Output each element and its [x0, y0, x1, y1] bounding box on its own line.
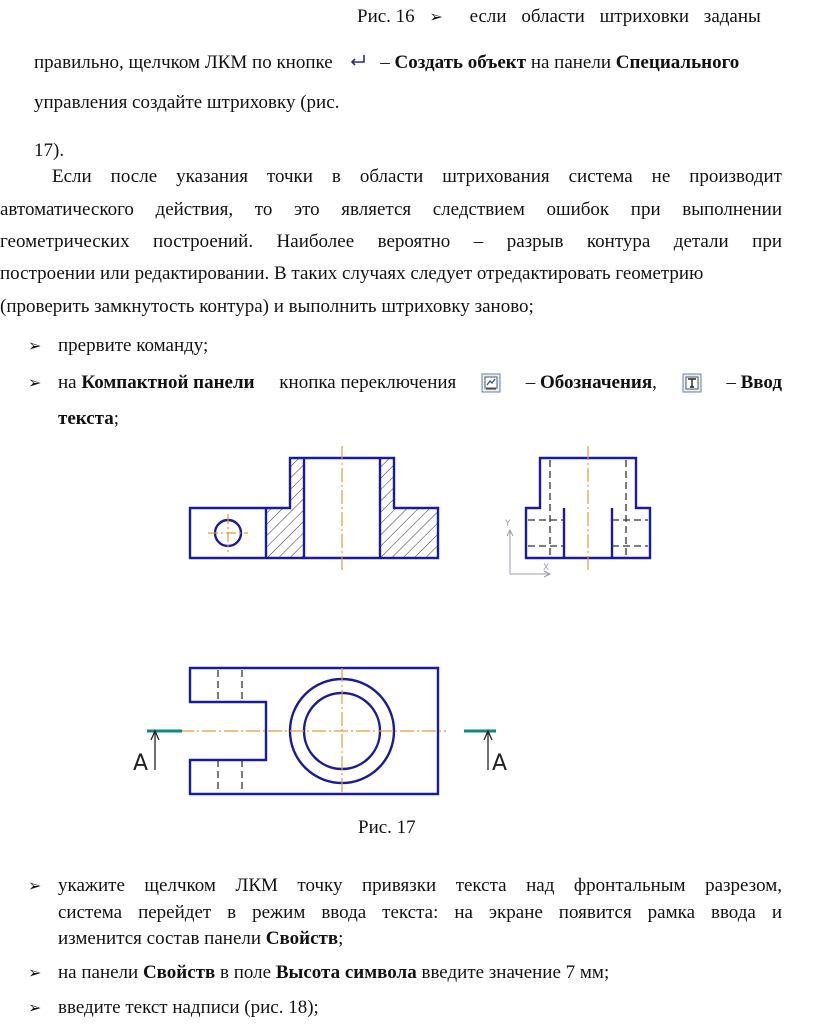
enter-key-icon[interactable] — [347, 51, 369, 71]
section-label-left: А — [133, 751, 149, 776]
figure-17-drawing — [0, 440, 816, 840]
bullet-arrow-icon: ➢ — [429, 7, 443, 26]
bullet-2: на Компактной панели кнопка переключения – Обозначения, – Ввод — [58, 372, 782, 393]
para2-line5: (проверить замкнутость контура) и выполнить штриховку заново; — [0, 296, 534, 317]
designations-panel-icon[interactable] — [481, 373, 501, 393]
para2-line1: Если после указания точки в области штрихования система не производит — [52, 166, 782, 187]
para1-line4: 17). — [34, 140, 65, 161]
bullet-3-line3: изменится состав панели Свойств; — [58, 928, 344, 949]
section-label-right: А — [492, 751, 508, 776]
bullet-5: введите текст надписи (рис. 18); — [58, 997, 319, 1018]
bullet-1: прервите команду; — [58, 335, 209, 356]
bullet-3-line2: система перейдет в режим ввода текста: на экране появится рамка ввода и — [58, 902, 782, 923]
bullet-3-line1: укажите щелчком ЛКМ точку привязки текста над фронтальным разрезом, — [58, 875, 782, 896]
figure-ref: Рис. 16 — [357, 6, 415, 27]
para2-line2: автоматического действия, то это является следствием ошибок при выполнении — [0, 199, 782, 220]
para1-line1 — [357, 6, 761, 28]
bullet-arrow-icon: ➢ — [28, 876, 42, 895]
front-section-view — [190, 458, 438, 558]
bullet-4: на панели Свойств в поле Высота символа введите значение 7 мм; — [58, 962, 610, 983]
section-mark-left — [147, 731, 182, 770]
figure-caption: Рис. 17 — [358, 817, 416, 838]
text-input-icon[interactable] — [682, 373, 702, 393]
para1-line1-text: если области штриховки заданы — [469, 6, 761, 27]
para2-line4: построении или редактировании. В таких случаях следует отредактировать геометрию — [0, 263, 704, 284]
bullet-arrow-icon: ➢ — [28, 963, 42, 982]
para1-line3: управления создайте штриховку (рис. — [34, 92, 340, 113]
bullet-arrow-icon: ➢ — [28, 998, 42, 1017]
axis-x-label: X — [543, 563, 550, 573]
para1-line2: правильно, щелчком ЛКМ по кнопке – Создать объект на панели Специального — [34, 52, 740, 73]
bullet-arrow-icon: ➢ — [28, 336, 42, 355]
bullet-arrow-icon: ➢ — [28, 373, 42, 392]
para2-line3: геометрических построений. Наиболее вероятно – разрыв контура детали при — [0, 231, 782, 252]
bullet-2-line2: текста; — [58, 408, 120, 429]
axis-y-label: Y — [505, 519, 511, 529]
